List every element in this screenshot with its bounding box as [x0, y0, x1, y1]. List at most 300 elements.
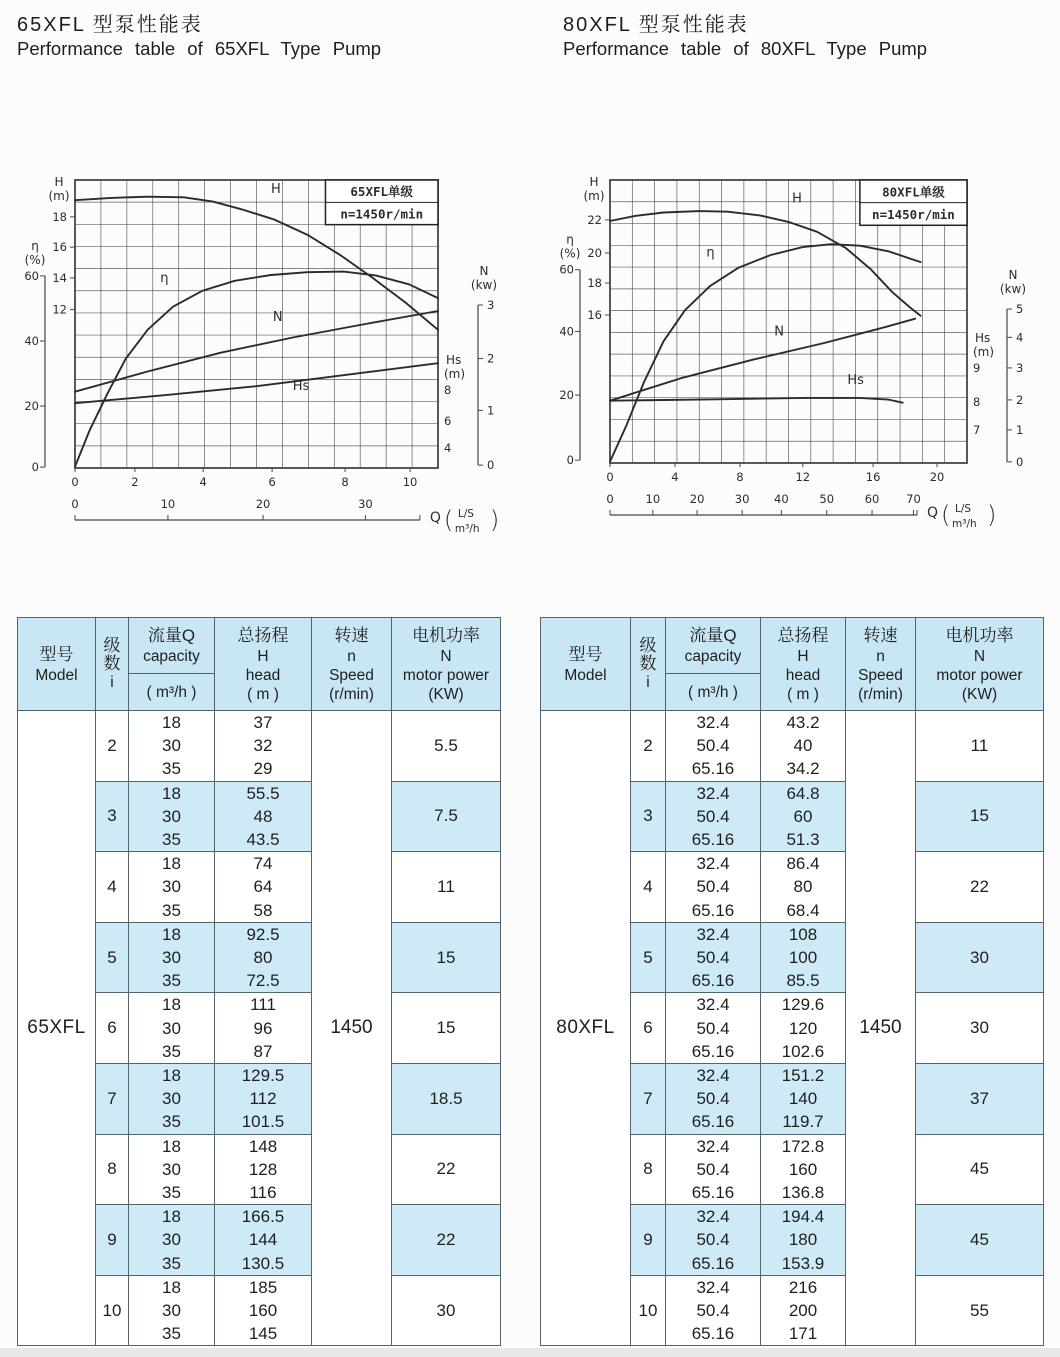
- hs-axis-unit: (m): [973, 344, 995, 359]
- header-power-en: motor power: [402, 666, 490, 684]
- cell-stage: 5: [96, 922, 129, 993]
- q-unit-m3h: m³/h: [454, 523, 480, 535]
- head-value: 129.5: [241, 1066, 285, 1086]
- cell-power: 55: [916, 1275, 1044, 1346]
- x-axis-q-label: Q: [429, 510, 441, 526]
- chart-speed-label: n=1450r/min: [340, 206, 424, 222]
- curve-label-H: H: [792, 191, 802, 207]
- cell-head: [215, 1205, 312, 1276]
- head-value: 120: [788, 1018, 818, 1038]
- h-axis-tick: 14: [52, 270, 67, 285]
- header-head-en: head: [785, 666, 821, 684]
- cell-capacity: [129, 852, 215, 923]
- x-axis-ls-tick: 0: [606, 470, 614, 484]
- cell-power: 15: [916, 781, 1044, 852]
- header-stage: [631, 618, 666, 711]
- header-model-en: Model: [564, 666, 607, 684]
- head-value: 37: [253, 713, 273, 732]
- curve-N: [610, 319, 915, 401]
- cell-model: 65XFL: [18, 711, 96, 1346]
- x-axis-m3h-tick: 60: [864, 492, 880, 506]
- x-axis-ls-tick: 6: [268, 475, 276, 489]
- cell-power: 37: [916, 1064, 1044, 1135]
- x-axis-m3h-tick: 10: [645, 492, 661, 506]
- header-head-zh: 总扬程: [777, 625, 829, 645]
- capacity-value: 50.4: [696, 1301, 730, 1321]
- cell-power: 5.5: [392, 711, 501, 782]
- head-value: 171: [788, 1324, 818, 1344]
- table-header: [541, 618, 1044, 711]
- cell-head: [761, 781, 846, 852]
- capacity-value: 50.4: [696, 1018, 730, 1038]
- header-capacity-en: capacity: [684, 648, 742, 665]
- capacity-value: 50.4: [696, 1230, 730, 1250]
- header-speed: [846, 618, 916, 711]
- header-head-sym: H: [797, 647, 809, 665]
- head-value: 166.5: [241, 1207, 285, 1227]
- header-capacity-en: capacity: [143, 648, 200, 665]
- cell-head: [215, 1064, 312, 1135]
- cell-stage: 10: [631, 1275, 666, 1346]
- capacity-value: 65.16: [691, 971, 735, 991]
- x-axis-ls-tick: 2: [131, 475, 139, 489]
- header-speed-sym: n: [347, 647, 356, 665]
- chart-title-label: 80XFL单级: [882, 184, 945, 200]
- cell-capacity: [666, 711, 761, 782]
- hs-axis-tick: 8: [444, 383, 452, 398]
- eta-axis-tick: 40: [24, 333, 39, 348]
- head-value: 148: [248, 1136, 278, 1156]
- x-axis-m3h-tick: 10: [160, 497, 176, 511]
- header-stage-zh1: 级: [103, 635, 121, 655]
- head-value: 216: [788, 1277, 818, 1297]
- header-model: [541, 618, 631, 711]
- cell-capacity: [129, 922, 215, 993]
- cell-capacity: [129, 711, 215, 782]
- header-capacity-zh: 流量Q: [147, 626, 196, 645]
- capacity-value: 65.16: [691, 759, 735, 779]
- capacity-value: 30: [162, 806, 181, 826]
- cell-power: 15: [392, 993, 501, 1064]
- curve-label-H: H: [271, 181, 281, 197]
- header-model-zh: 型号: [39, 644, 74, 664]
- eta-axis-tick: 20: [24, 399, 39, 414]
- head-value: 29: [253, 759, 273, 779]
- header-power-zh: 电机功率: [412, 625, 480, 645]
- header-head-sym: H: [257, 647, 269, 665]
- n-axis-tick: 2: [1016, 392, 1024, 407]
- head-value: 80: [793, 877, 813, 897]
- header-power-sym: N: [973, 647, 986, 665]
- eta-axis-unit: (%): [24, 252, 46, 267]
- capacity-value: 30: [162, 736, 181, 756]
- x-axis-ls-tick: 10: [402, 475, 418, 489]
- capacity-value: 18: [162, 783, 181, 803]
- capacity-value: 18: [162, 1136, 181, 1156]
- header-model-en: Model: [35, 666, 78, 684]
- x-axis-ls-tick: 20: [929, 470, 945, 484]
- head-value: 74: [253, 854, 273, 874]
- pump-table-65xfl: [17, 617, 501, 1346]
- eta-axis-label: η: [566, 232, 574, 247]
- hs-axis-label: Hs: [975, 330, 991, 345]
- pump-table-80xfl: [540, 617, 1044, 1346]
- performance-chart-65xfl: [20, 158, 520, 540]
- h-axis-label: H: [589, 175, 599, 189]
- cell-capacity: [129, 781, 215, 852]
- h-axis-tick: 22: [587, 212, 602, 227]
- q-unit-ls: L/S: [457, 508, 474, 520]
- capacity-value: 18: [162, 854, 181, 874]
- head-value: 48: [253, 806, 273, 826]
- head-value: 86.4: [786, 854, 820, 874]
- curve-label-Hs: Hs: [292, 379, 310, 395]
- x-axis-ls-tick: 0: [71, 475, 79, 489]
- cell-head: [761, 852, 846, 923]
- x-axis-ls-tick: 4: [671, 470, 679, 484]
- n-axis-tick: 5: [1016, 302, 1024, 317]
- header-power-zh: 电机功率: [945, 625, 1014, 645]
- table-body-80xfl: [541, 711, 1044, 1346]
- capacity-value: 50.4: [696, 736, 730, 756]
- cell-head: [215, 852, 312, 923]
- q-paren-open: (: [443, 506, 454, 534]
- header-stage-zh2: 数: [639, 653, 657, 673]
- capacity-value: 35: [162, 900, 181, 920]
- cell-head: [761, 1275, 846, 1346]
- capacity-value: 18: [162, 1207, 181, 1227]
- h-axis-unit: (m): [48, 189, 70, 203]
- q-paren-close: ): [987, 501, 997, 529]
- hs-axis-unit: (m): [444, 367, 466, 382]
- cell-head: [215, 781, 312, 852]
- head-value: 172.8: [781, 1136, 825, 1156]
- h-axis-tick: 12: [52, 302, 67, 317]
- head-value: 140: [788, 1089, 818, 1109]
- capacity-value: 32.4: [696, 1066, 730, 1086]
- head-value: 60: [793, 806, 813, 826]
- n-axis-tick: 2: [487, 351, 495, 366]
- table-row-stage-2: [541, 711, 1044, 782]
- head-value: 200: [788, 1301, 818, 1321]
- head-value: 58: [253, 900, 273, 920]
- h-axis-tick: 20: [587, 246, 602, 261]
- cell-stage: 8: [631, 1134, 666, 1205]
- header-speed-unit: (r/min): [329, 685, 374, 703]
- cell-head: [761, 922, 846, 993]
- capacity-value: 35: [162, 1324, 181, 1344]
- header-model-zh: 型号: [568, 644, 603, 664]
- header-power: [916, 618, 1044, 711]
- cell-head: [761, 1205, 846, 1276]
- header-head-zh: 总扬程: [237, 625, 289, 645]
- cell-capacity: [666, 781, 761, 852]
- cell-capacity: [666, 1134, 761, 1205]
- head-value: 100: [788, 948, 818, 968]
- cell-capacity: [129, 1275, 215, 1346]
- cell-head: [215, 711, 312, 782]
- hs-axis-tick: 8: [973, 395, 981, 410]
- cell-head: [215, 1275, 312, 1346]
- n-axis-tick: 3: [1016, 360, 1024, 375]
- head-value: 34.2: [786, 759, 820, 779]
- capacity-value: 32.4: [696, 783, 730, 803]
- head-value: 160: [248, 1301, 278, 1321]
- capacity-value: 35: [162, 971, 181, 991]
- curve-label-eta: η: [706, 245, 715, 261]
- head-value: 64.8: [786, 783, 820, 803]
- chart-speed-label: n=1450r/min: [872, 206, 955, 222]
- n-axis-unit: (kw): [470, 277, 498, 292]
- header-stage-en: i: [646, 673, 650, 691]
- head-value: 68.4: [786, 900, 820, 920]
- header-head: [215, 618, 312, 711]
- cell-stage: 8: [96, 1134, 129, 1205]
- header-capacity-unit: ( m³/h ): [666, 674, 761, 711]
- capacity-value: 32.4: [696, 1136, 730, 1156]
- hs-axis-tick: 9: [973, 360, 981, 375]
- cell-speed: 1450: [846, 711, 916, 1346]
- capacity-value: 18: [162, 1277, 181, 1297]
- hs-axis-tick: 4: [444, 440, 452, 455]
- head-value: 101.5: [241, 1112, 285, 1132]
- cell-power: 30: [392, 1275, 501, 1346]
- cell-capacity: [129, 1205, 215, 1276]
- head-value: 111: [250, 995, 276, 1015]
- cell-capacity: [129, 1064, 215, 1135]
- cell-stage: 3: [96, 781, 129, 852]
- header-stage-zh1: 级: [639, 635, 657, 655]
- header-speed: [312, 618, 392, 711]
- header-speed-zh: 转速: [334, 625, 369, 645]
- capacity-value: 65.16: [691, 1324, 735, 1344]
- n-axis-tick: 4: [1016, 330, 1024, 345]
- head-value: 96: [253, 1018, 273, 1038]
- h-axis-tick: 18: [587, 276, 602, 291]
- curve-eta: [610, 244, 921, 461]
- capacity-value: 30: [162, 1089, 181, 1109]
- x-axis-q-label: Q: [927, 505, 939, 521]
- capacity-value: 18: [162, 713, 181, 732]
- x-axis-m3h-tick: 50: [819, 492, 835, 506]
- cell-stage: 3: [631, 781, 666, 852]
- cell-capacity: [666, 1205, 761, 1276]
- cell-power: 45: [916, 1134, 1044, 1205]
- head-value: 129.6: [781, 995, 825, 1015]
- h-axis-tick: 16: [587, 307, 602, 322]
- head-value: 64: [253, 877, 273, 897]
- capacity-value: 32.4: [696, 995, 730, 1015]
- capacity-value: 65.16: [691, 1112, 735, 1132]
- x-axis-m3h-tick: 0: [71, 497, 79, 511]
- capacity-value: 50.4: [696, 1159, 730, 1179]
- q-unit-ls: L/S: [955, 503, 972, 515]
- head-value: 108: [788, 924, 818, 944]
- eta-axis-tick: 0: [31, 460, 39, 475]
- section-title-zh-80xfl: 80XFL 型泵性能表: [563, 14, 749, 36]
- header-stage-zh2: 数: [103, 653, 121, 673]
- q-unit-m3h: m³/h: [952, 518, 977, 530]
- n-axis-tick: 1: [487, 403, 495, 418]
- capacity-value: 50.4: [696, 877, 730, 897]
- cell-power: 30: [916, 993, 1044, 1064]
- section-title-en-80xfl: Performance table of 80XFL Type Pump: [563, 38, 928, 59]
- header-head-en: head: [245, 666, 281, 684]
- head-value: 80: [253, 948, 273, 968]
- capacity-value: 35: [162, 830, 181, 850]
- head-value: 153.9: [781, 1253, 825, 1273]
- cell-capacity: [666, 993, 761, 1064]
- cell-power: 7.5: [392, 781, 501, 852]
- cell-head: [761, 993, 846, 1064]
- head-value: 128: [248, 1159, 278, 1179]
- capacity-value: 30: [162, 877, 181, 897]
- cell-power: 22: [392, 1205, 501, 1276]
- capacity-value: 32.4: [696, 1277, 730, 1297]
- head-value: 87: [253, 1041, 273, 1061]
- cell-head: [761, 711, 846, 782]
- hs-axis-tick: 6: [444, 414, 452, 429]
- head-value: 32: [253, 736, 273, 756]
- cell-head: [215, 993, 312, 1064]
- x-axis-m3h-tick: 30: [358, 497, 373, 511]
- cell-power: 22: [916, 852, 1044, 923]
- eta-axis-tick: 20: [559, 388, 574, 403]
- cell-stage: 2: [96, 711, 129, 782]
- cell-capacity: [666, 1064, 761, 1135]
- capacity-value: 18: [162, 924, 181, 944]
- cell-capacity: [666, 852, 761, 923]
- capacity-value: 30: [162, 1230, 181, 1250]
- head-value: 112: [249, 1089, 277, 1109]
- capacity-value: 65.16: [691, 830, 735, 850]
- cell-model: 80XFL: [541, 711, 631, 1346]
- header-power-unit: (KW): [428, 685, 464, 703]
- x-axis-ls-tick: 8: [341, 475, 349, 489]
- capacity-value: 35: [162, 1112, 181, 1132]
- head-value: 43.5: [246, 830, 280, 850]
- q-paren-close: ): [489, 506, 500, 534]
- capacity-value: 65.16: [691, 1183, 735, 1203]
- header-speed-sym: n: [876, 647, 885, 665]
- header-capacity: [129, 618, 215, 674]
- head-value: 85.5: [786, 971, 820, 991]
- h-axis-tick: 16: [52, 240, 67, 255]
- capacity-value: 30: [162, 948, 181, 968]
- x-axis-m3h-tick: 0: [606, 492, 614, 506]
- head-value: 72.5: [246, 971, 280, 991]
- header-model: [18, 618, 96, 711]
- cell-stage: 4: [96, 852, 129, 923]
- x-axis-ls-tick: 12: [795, 470, 811, 484]
- capacity-value: 50.4: [696, 1089, 730, 1109]
- header-head-unit: ( m ): [247, 685, 279, 703]
- capacity-value: 50.4: [696, 948, 730, 968]
- capacity-value: 35: [162, 1253, 181, 1273]
- head-value: 119.7: [782, 1112, 824, 1132]
- n-axis-tick: 0: [487, 458, 495, 473]
- head-value: 160: [788, 1159, 818, 1179]
- capacity-value: 30: [162, 1159, 181, 1179]
- h-axis-tick: 18: [52, 209, 67, 224]
- capacity-value: 35: [162, 759, 181, 779]
- capacity-value: 30: [162, 1018, 181, 1038]
- header-speed-unit: (r/min): [858, 685, 903, 703]
- cell-capacity: [666, 1275, 761, 1346]
- x-axis-ls-tick: 8: [736, 470, 744, 484]
- head-value: 180: [788, 1230, 818, 1250]
- cell-power: 15: [392, 922, 501, 993]
- n-axis-tick: 3: [487, 297, 495, 312]
- eta-axis-tick: 40: [559, 324, 574, 339]
- head-value: 116: [249, 1183, 277, 1203]
- cell-power: 18.5: [392, 1064, 501, 1135]
- chart-title-label: 65XFL单级: [350, 184, 414, 200]
- curve-Hs: [610, 398, 903, 403]
- x-axis-m3h-tick: 30: [734, 492, 750, 506]
- cell-stage: 7: [631, 1064, 666, 1135]
- header-power-en: motor power: [936, 666, 1023, 684]
- h-axis-label: H: [54, 175, 64, 189]
- capacity-value: 30: [162, 1301, 181, 1321]
- x-axis-ls-tick: 16: [865, 470, 881, 484]
- capacity-value: 32.4: [696, 924, 730, 944]
- head-value: 55.5: [246, 783, 280, 803]
- cell-capacity: [129, 1134, 215, 1205]
- capacity-value: 32.4: [696, 713, 730, 732]
- table-row-stage-2: [18, 711, 501, 782]
- curve-label-eta: η: [160, 271, 169, 287]
- header-speed-zh: 转速: [863, 625, 898, 645]
- eta-axis-tick: 60: [559, 262, 574, 277]
- capacity-value: 35: [162, 1183, 181, 1203]
- head-value: 130.5: [241, 1253, 285, 1273]
- eta-axis-tick: 0: [566, 453, 574, 468]
- cell-power: 30: [916, 922, 1044, 993]
- eta-axis-unit: (%): [559, 246, 581, 261]
- cell-stage: 7: [96, 1064, 129, 1135]
- q-paren-open: (: [941, 501, 951, 529]
- capacity-value: 18: [162, 995, 181, 1015]
- head-value: 151.2: [781, 1066, 825, 1086]
- header-stage: [96, 618, 129, 711]
- section-title-zh-65xfl: 65XFL 型泵性能表: [17, 14, 203, 36]
- cell-head: [215, 1134, 312, 1205]
- curve-H: [610, 211, 921, 316]
- header-speed-en: Speed: [858, 666, 903, 684]
- curve-label-N: N: [272, 310, 283, 326]
- x-axis-m3h-tick: 70: [906, 492, 921, 506]
- head-value: 40: [793, 736, 813, 756]
- x-axis-m3h-tick: 40: [774, 492, 789, 506]
- section-title-en-65xfl: Performance table of 65XFL Type Pump: [17, 38, 382, 59]
- cell-head: [215, 922, 312, 993]
- cell-stage: 2: [631, 711, 666, 782]
- capacity-value: 65.16: [691, 900, 735, 920]
- capacity-value: 18: [162, 1066, 181, 1086]
- table-body-65xfl: [18, 711, 501, 1346]
- header-capacity-zh: 流量Q: [689, 626, 737, 645]
- table-header: [18, 618, 501, 711]
- capacity-value: 50.4: [696, 806, 730, 826]
- cell-power: 45: [916, 1205, 1044, 1276]
- n-axis-label: N: [479, 263, 489, 278]
- n-axis-label: N: [1008, 268, 1018, 283]
- header-stage-en: i: [110, 673, 114, 691]
- capacity-value: 65.16: [691, 1041, 735, 1061]
- capacity-value: 35: [162, 1041, 181, 1061]
- head-value: 51.3: [786, 830, 820, 850]
